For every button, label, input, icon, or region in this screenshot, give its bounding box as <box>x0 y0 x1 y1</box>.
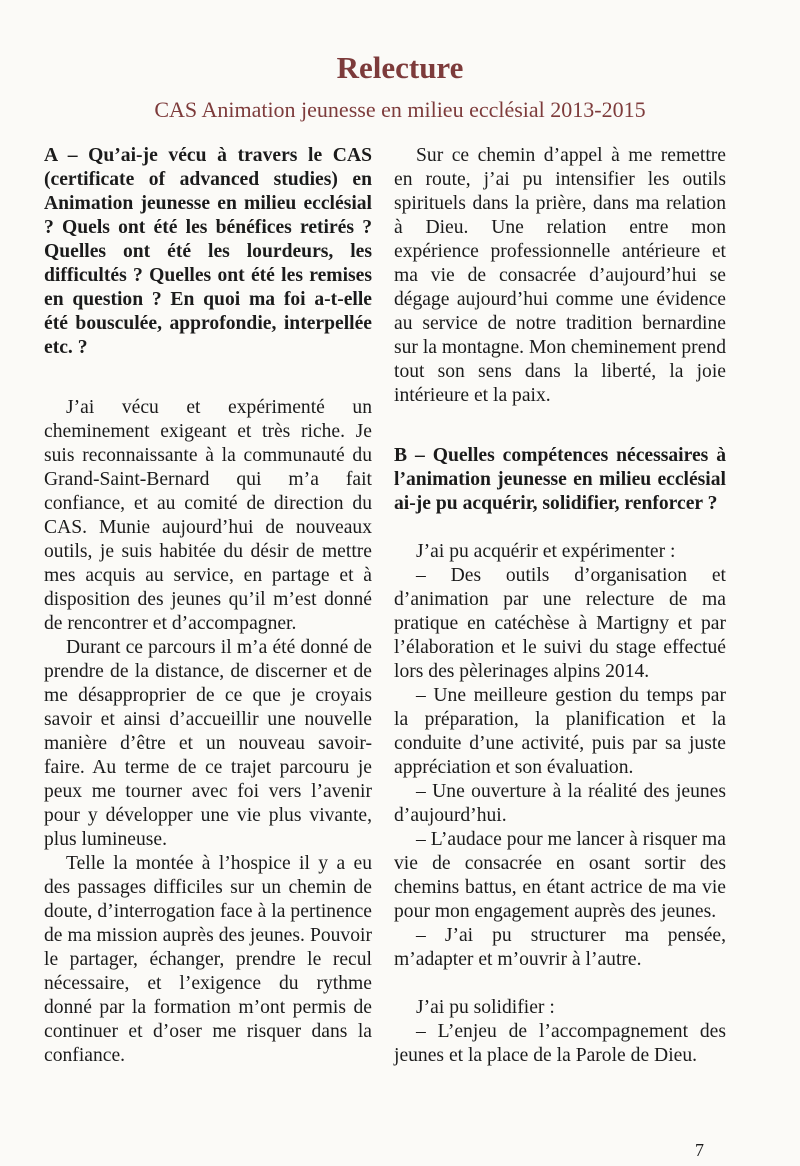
list-item: – J’ai pu structurer ma pensée, m’adapter et m’ouvrir à l’autre. <box>394 925 726 970</box>
question-b: B – Quelles compétences nécessaires à l’animation jeunesse en milieu ecclésial ai-je pu acquérir, solidifier, renforcer ? <box>394 445 726 514</box>
paragraph: Telle la montée à l’hospice il y a eu des passages difficiles sur un chemin de doute, d’interrogation face à la pertinence de ma mission auprès des jeunes. Pouvoir le partager, échanger, prendre le recul nécessaire, et l’exigence du rythme donné par la formation m’ont permis de continuer et d’oser me risquer dans la confiance. <box>44 853 372 1066</box>
page-number: 7 <box>695 1140 704 1160</box>
paragraph: J’ai vécu et expérimenté un cheminement exigeant et très riche. Je suis reconnaissante à la communauté du Grand-Saint-Bernard qui m’a fait confiance, et au comité de direction du CAS. Munie aujourd’hui de nouveaux outils, je suis habitée du désir de mettre mes acquis au service, en partage et à disposition des jeunes qu’il m’est donné de rencontrer et d’accompagner. <box>44 397 372 634</box>
list-item: – Des outils d’organisation et d’animation par une relecture de ma pratique en catéchèse à Martigny et par l’élaboration et le suivi du stage effectué lors des pèlerinages alpins 2014. <box>394 565 726 682</box>
left-column <box>44 144 372 1068</box>
page-subtitle: CAS Animation jeunesse en milieu ecclésial 2013-2015 <box>154 97 646 122</box>
list-item: – L’audace pour me lancer à risquer ma vie de consacrée en osant sortir des chemins battus, en étant actrice de ma vie pour mon engagement auprès des jeunes. <box>394 829 726 922</box>
paragraph: Sur ce chemin d’appel à me remettre en route, j’ai pu intensifier les outils spirituels dans la prière, dans ma relation à Dieu. Une relation entre mon expérience professionnelle antérieure et ma vie de consacrée d’aujourd’hui se dégage aujourd’hui comme une évidence au service de notre tradition bernardine sur la montagne. Mon cheminement prend tout son sens dans la liberté, la joie intérieure et la paix. <box>394 145 726 406</box>
list-item: – Une ouverture à la réalité des jeunes d’aujourd’hui. <box>394 781 726 826</box>
paragraph: Durant ce parcours il m’a été donné de prendre de la distance, de discerner et de me désapproprier de ce que je croyais savoir et ainsi d’accueillir une nouvelle manière d’être et un nouveau savoir-faire. Au terme de ce trajet parcouru je peux me tourner avec foi vers l’avenir pour y développer une vie plus vivante, plus lumineuse. <box>44 637 372 850</box>
solidify-intro: J’ai pu solidifier : <box>416 997 555 1018</box>
list-item: – L’enjeu de l’accompagnement des jeunes et la place de la Parole de Dieu. <box>394 1021 726 1066</box>
question-a: A – Qu’ai-je vécu à travers le CAS (certificate of advanced studies) en Animation jeunesse en milieu ecclésial ? Quels ont été les bénéfices retirés ? Quelles ont été les lourdeurs, les difficultés ? Quelles ont été les remises en question ? En quoi ma foi a-t-elle été bousculée, approfondie, interpellée etc. ? <box>44 145 372 358</box>
acquire-intro: J’ai pu acquérir et expérimenter : <box>416 541 676 562</box>
page-title: Relecture <box>336 50 464 85</box>
list-item: – Une meilleure gestion du temps par la préparation, la planification et la conduite d’une activité, puis par sa juste appréciation et son évaluation. <box>394 685 726 778</box>
right-column <box>394 144 726 1068</box>
